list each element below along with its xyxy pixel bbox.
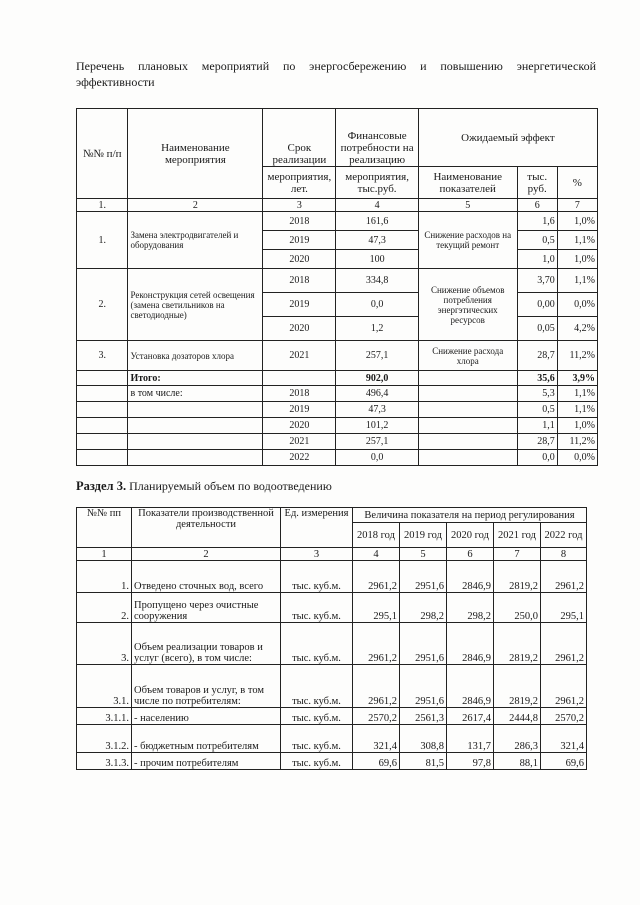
measure-name: Замена электродвигателей и оборудования <box>128 212 263 269</box>
table-row <box>77 402 598 418</box>
header-year: 2021 год <box>494 523 541 548</box>
table-row <box>77 753 587 770</box>
year-cell: 2019 <box>263 293 336 317</box>
percent-cell: 1,1% <box>557 231 597 250</box>
table-row <box>77 269 598 293</box>
total-sum: 902,0 <box>336 371 418 386</box>
year-cell: 2018 <box>263 386 336 402</box>
header-indicator-name: Наименование показателей <box>418 167 517 199</box>
empty-cell <box>418 418 517 434</box>
value-cell: 295,1 <box>541 593 587 623</box>
sum-cell: 161,6 <box>336 212 418 231</box>
value-cell: 2961,2 <box>353 561 400 593</box>
section-label: Раздел 3. <box>76 479 127 493</box>
value-cell: 2951,6 <box>400 561 447 593</box>
unit-cell: тыс. куб.м. <box>281 753 353 770</box>
unit-cell: тыс. куб.м. <box>281 593 353 623</box>
sum-cell: 496,4 <box>336 386 418 402</box>
thousand-cell: 5,3 <box>517 386 557 402</box>
table-row <box>77 708 587 725</box>
unit-cell: тыс. куб.м. <box>281 708 353 725</box>
column-number: 4 <box>353 548 400 561</box>
empty-cell <box>77 386 128 402</box>
indicator-name: Пропущено через очистные сооружения <box>132 593 281 623</box>
measures-table <box>76 108 598 466</box>
value-cell: 2961,2 <box>541 561 587 593</box>
column-number: 6 <box>447 548 494 561</box>
header-year: 2019 год <box>400 523 447 548</box>
percent-cell: 1,0% <box>557 418 597 434</box>
value-cell: 286,3 <box>494 725 541 753</box>
row-num: 3. <box>77 341 128 371</box>
measure-name: Реконструкция сетей освещения (замена светильников на светодиодные) <box>128 269 263 341</box>
column-number: 7 <box>494 548 541 561</box>
row-num: 3.1. <box>77 665 132 708</box>
sum-cell: 0,0 <box>336 293 418 317</box>
value-cell: 2951,6 <box>400 665 447 708</box>
thousand-cell: 0,0 <box>517 450 557 466</box>
table-row <box>77 593 587 623</box>
value-cell: 2617,4 <box>447 708 494 725</box>
table-row <box>77 341 598 371</box>
column-number: 1 <box>77 548 132 561</box>
column-number: 5 <box>418 199 517 212</box>
table-row <box>77 623 587 665</box>
indicator-name: - населению <box>132 708 281 725</box>
thousand-cell: 1,0 <box>517 250 557 269</box>
effect-name: Снижение расходов на текущий ремонт <box>418 212 517 269</box>
table-row <box>77 725 587 753</box>
row-num: 3.1.2. <box>77 725 132 753</box>
percent-cell: 4,2% <box>557 317 597 341</box>
total-row <box>77 371 598 386</box>
wastewater-table <box>76 507 587 770</box>
value-cell: 308,8 <box>400 725 447 753</box>
value-cell: 2961,2 <box>541 665 587 708</box>
empty-cell <box>128 418 263 434</box>
value-cell: 2819,2 <box>494 665 541 708</box>
table-row <box>77 665 587 708</box>
value-cell: 69,6 <box>353 753 400 770</box>
thousand-cell: 0,05 <box>517 317 557 341</box>
sum-cell: 100 <box>336 250 418 269</box>
year-cell: 2021 <box>263 341 336 371</box>
year-cell: 2022 <box>263 450 336 466</box>
thousand-cell: 1,1 <box>517 418 557 434</box>
row-num: 3. <box>77 623 132 665</box>
value-cell: 2444,8 <box>494 708 541 725</box>
value-cell: 88,1 <box>494 753 541 770</box>
value-cell: 2570,2 <box>541 708 587 725</box>
row-num: 1. <box>77 212 128 269</box>
row-num: 3.1.3. <box>77 753 132 770</box>
unit-cell: тыс. куб.м. <box>281 623 353 665</box>
value-cell: 2561,3 <box>400 708 447 725</box>
column-number: 8 <box>541 548 587 561</box>
column-number: 4 <box>336 199 418 212</box>
unit-cell: тыс. куб.м. <box>281 561 353 593</box>
value-cell: 69,6 <box>541 753 587 770</box>
year-cell: 2019 <box>263 231 336 250</box>
value-cell: 2846,9 <box>447 561 494 593</box>
sum-cell: 47,3 <box>336 402 418 418</box>
column-number: 6 <box>517 199 557 212</box>
total-thousand: 35,6 <box>517 371 557 386</box>
empty-cell <box>418 434 517 450</box>
empty-cell <box>418 371 517 386</box>
indicator-name: - прочим потребителям <box>132 753 281 770</box>
section-title: Планируемый объем по водоотведению <box>129 479 332 493</box>
value-cell: 2846,9 <box>447 665 494 708</box>
empty-cell <box>418 450 517 466</box>
column-number: 3 <box>281 548 353 561</box>
sum-cell: 1,2 <box>336 317 418 341</box>
value-cell: 250,0 <box>494 593 541 623</box>
empty-cell <box>418 386 517 402</box>
value-cell: 81,5 <box>400 753 447 770</box>
row-num: 1. <box>77 561 132 593</box>
header-term-sub: мероприятия, лет. <box>263 167 336 199</box>
value-cell: 2846,9 <box>447 623 494 665</box>
sum-cell: 47,3 <box>336 231 418 250</box>
indicator-name: - бюджетным потребителям <box>132 725 281 753</box>
thousand-cell: 28,7 <box>517 434 557 450</box>
row-num: 2. <box>77 593 132 623</box>
empty-cell <box>128 402 263 418</box>
percent-cell: 11,2% <box>557 341 597 371</box>
column-number: 5 <box>400 548 447 561</box>
value-cell: 298,2 <box>447 593 494 623</box>
header-finance-sub: мероприятия, тыс.руб. <box>336 167 418 199</box>
section-heading <box>76 479 332 494</box>
including-label: в том числе: <box>128 386 263 402</box>
header-num: №№ п/п <box>77 109 128 199</box>
percent-cell: 0,0% <box>557 450 597 466</box>
column-number: 7 <box>557 199 597 212</box>
percent-cell: 1,1% <box>557 269 597 293</box>
year-cell: 2018 <box>263 212 336 231</box>
sum-cell: 257,1 <box>336 341 418 371</box>
percent-cell: 1,1% <box>557 402 597 418</box>
thousand-cell: 3,70 <box>517 269 557 293</box>
value-cell: 295,1 <box>353 593 400 623</box>
value-cell: 2819,2 <box>494 561 541 593</box>
column-number: 1. <box>77 199 128 212</box>
thousand-cell: 28,7 <box>517 341 557 371</box>
row-num: 2. <box>77 269 128 341</box>
value-cell: 321,4 <box>353 725 400 753</box>
sum-cell: 0,0 <box>336 450 418 466</box>
effect-name: Снижение объемов потребления энергэтических ресурсов <box>418 269 517 341</box>
value-cell: 131,7 <box>447 725 494 753</box>
empty-cell <box>77 450 128 466</box>
unit-cell: тыс. куб.м. <box>281 665 353 708</box>
header-finance: Финансовые потребности на реализацию <box>336 109 418 167</box>
table-row <box>77 434 598 450</box>
percent-cell: 11,2% <box>557 434 597 450</box>
table-row <box>77 418 598 434</box>
total-percent: 3,9% <box>557 371 597 386</box>
year-cell: 2018 <box>263 269 336 293</box>
percent-cell: 1,0% <box>557 212 597 231</box>
sum-cell: 257,1 <box>336 434 418 450</box>
thousand-cell: 0,5 <box>517 231 557 250</box>
value-cell: 2961,2 <box>353 623 400 665</box>
percent-cell: 0,0% <box>557 293 597 317</box>
header-year: 2020 год <box>447 523 494 548</box>
year-cell: 2019 <box>263 402 336 418</box>
indicator-name: Объем реализации товаров и услуг (всего), в том числе: <box>132 623 281 665</box>
document-title: Перечень плановых мероприятий по энергосбережению и повышению энергетической эффективности <box>76 59 596 89</box>
table-row <box>77 450 598 466</box>
year-cell: 2020 <box>263 317 336 341</box>
value-cell: 2951,6 <box>400 623 447 665</box>
sum-cell: 101,2 <box>336 418 418 434</box>
total-label: Итого: <box>128 371 263 386</box>
row-num: 3.1.1. <box>77 708 132 725</box>
value-cell: 2570,2 <box>353 708 400 725</box>
empty-cell <box>77 371 128 386</box>
measure-name: Установка дозаторов хлора <box>128 341 263 371</box>
header-year: 2022 год <box>541 523 587 548</box>
value-cell: 321,4 <box>541 725 587 753</box>
thousand-cell: 0,5 <box>517 402 557 418</box>
header-unit: Ед. измерения <box>281 508 353 548</box>
column-number: 3 <box>263 199 336 212</box>
percent-cell: 1,1% <box>557 386 597 402</box>
effect-name: Снижение расхода хлора <box>418 341 517 371</box>
indicator-name: Объем товаров и услуг, в том числе по потребителям: <box>132 665 281 708</box>
header-year: 2018 год <box>353 523 400 548</box>
header-thousand-rub: тыс. руб. <box>517 167 557 199</box>
empty-cell <box>128 450 263 466</box>
header-percent: % <box>557 167 597 199</box>
empty-cell <box>418 402 517 418</box>
year-cell: 2020 <box>263 418 336 434</box>
header-term: Срок реализации <box>263 109 336 167</box>
column-number: 2 <box>132 548 281 561</box>
value-cell: 97,8 <box>447 753 494 770</box>
empty-cell <box>263 371 336 386</box>
year-cell: 2021 <box>263 434 336 450</box>
header-value: Величина показателя на период регулирования <box>353 508 587 523</box>
header-indicator: Показатели производственной деятельности <box>132 508 281 548</box>
year-cell: 2020 <box>263 250 336 269</box>
table-row <box>77 386 598 402</box>
header-num: №№ пп <box>77 508 132 548</box>
empty-cell <box>77 402 128 418</box>
header-expected-effect: Ожидаемый эффект <box>418 109 597 167</box>
thousand-cell: 1,6 <box>517 212 557 231</box>
percent-cell: 1,0% <box>557 250 597 269</box>
empty-cell <box>77 418 128 434</box>
thousand-cell: 0,00 <box>517 293 557 317</box>
value-cell: 2961,2 <box>353 665 400 708</box>
value-cell: 298,2 <box>400 593 447 623</box>
empty-cell <box>77 434 128 450</box>
empty-cell <box>128 434 263 450</box>
header-measure-name: Наименование мероприятия <box>128 109 263 199</box>
column-number: 2 <box>128 199 263 212</box>
sum-cell: 334,8 <box>336 269 418 293</box>
unit-cell: тыс. куб.м. <box>281 725 353 753</box>
indicator-name: Отведено сточных вод, всего <box>132 561 281 593</box>
table-row <box>77 561 587 593</box>
value-cell: 2961,2 <box>541 623 587 665</box>
table-row <box>77 212 598 231</box>
value-cell: 2819,2 <box>494 623 541 665</box>
